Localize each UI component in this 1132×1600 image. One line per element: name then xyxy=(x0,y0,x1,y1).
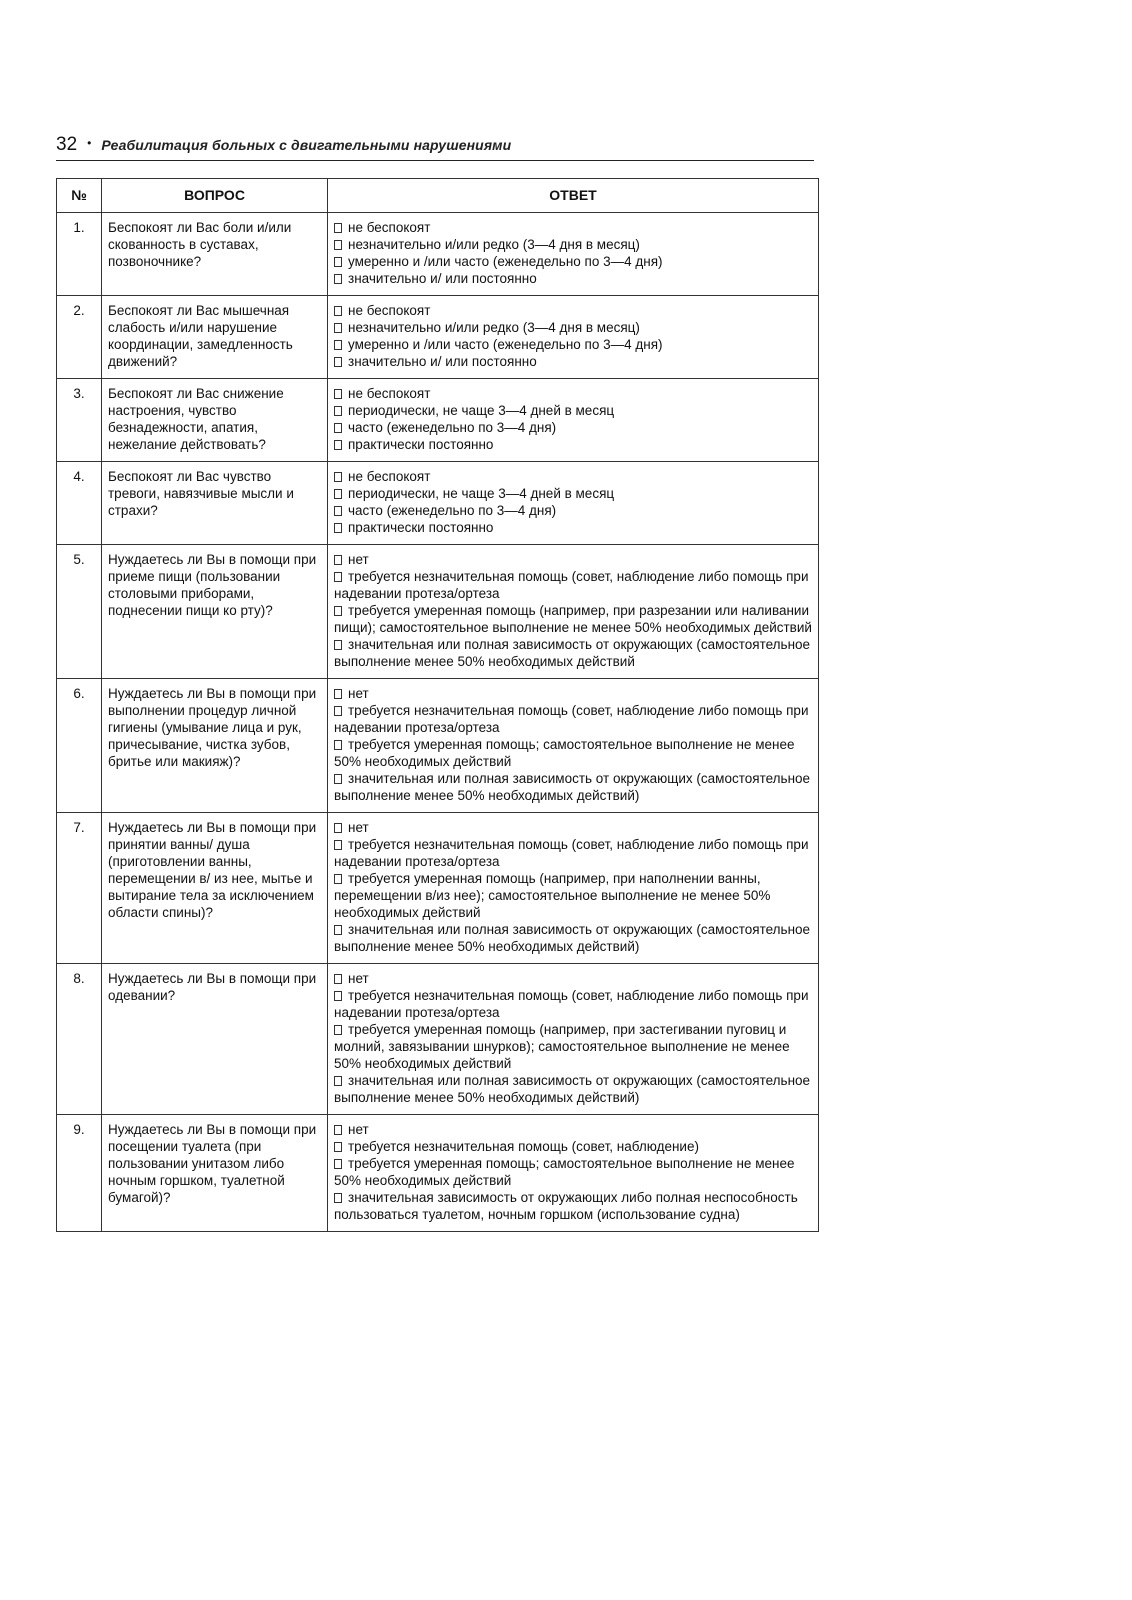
table-row xyxy=(57,545,819,679)
answer-options xyxy=(328,1115,819,1232)
answer-option[interactable] xyxy=(334,770,812,804)
answer-option[interactable] xyxy=(334,836,812,870)
answer-option[interactable] xyxy=(334,736,812,770)
checkbox-icon[interactable] xyxy=(334,1025,342,1035)
answer-option-label: значительная или полная зависимость от окружающих (самостоятельное выполнение менее 50% необходимых действий) xyxy=(334,1073,811,1105)
answer-options xyxy=(328,296,819,379)
table-row xyxy=(57,213,819,296)
answer-option[interactable] xyxy=(334,702,812,736)
answer-option-label: нет xyxy=(348,820,369,835)
checkbox-icon[interactable] xyxy=(334,874,342,884)
answer-option[interactable] xyxy=(334,1121,812,1138)
answer-option[interactable] xyxy=(334,819,812,836)
answer-option[interactable] xyxy=(334,436,812,453)
answer-option[interactable] xyxy=(334,336,812,353)
row-number: 6. xyxy=(57,679,102,813)
row-number: 9. xyxy=(57,1115,102,1232)
answer-option-label: незначительно и/или редко (3—4 дня в месяц) xyxy=(348,237,640,252)
answer-option-label: значительная или полная зависимость от окружающих (самостоятельное выполнение менее 50% необходимых действий xyxy=(334,637,811,669)
checkbox-icon[interactable] xyxy=(334,555,342,565)
checkbox-icon[interactable] xyxy=(334,523,342,533)
answer-option[interactable] xyxy=(334,502,812,519)
answer-option-label: нет xyxy=(348,1122,369,1137)
checkbox-icon[interactable] xyxy=(334,240,342,250)
answer-option-label: периодически, не чаще 3—4 дней в месяц xyxy=(348,403,615,418)
checkbox-icon[interactable] xyxy=(334,423,342,433)
checkbox-icon[interactable] xyxy=(334,340,342,350)
checkbox-icon[interactable] xyxy=(334,991,342,1001)
answer-options xyxy=(328,679,819,813)
answer-option[interactable] xyxy=(334,270,812,287)
questionnaire-table xyxy=(56,178,819,1232)
answer-option[interactable] xyxy=(334,1021,812,1072)
row-number: 1. xyxy=(57,213,102,296)
answer-list xyxy=(334,385,812,453)
checkbox-icon[interactable] xyxy=(334,740,342,750)
checkbox-icon[interactable] xyxy=(334,823,342,833)
answer-option[interactable] xyxy=(334,551,812,568)
answer-list xyxy=(334,468,812,536)
checkbox-icon[interactable] xyxy=(334,1159,342,1169)
answer-option[interactable] xyxy=(334,1155,812,1189)
answer-option[interactable] xyxy=(334,636,812,670)
column-header-answer: ОТВЕТ xyxy=(328,179,819,213)
column-header-number: № xyxy=(57,179,102,213)
answer-options xyxy=(328,813,819,964)
question-text: Беспокоят ли Вас мышечная слабость и/или нарушение координации, замедленность движений? xyxy=(102,296,328,379)
answer-option[interactable] xyxy=(334,236,812,253)
checkbox-icon[interactable] xyxy=(334,974,342,984)
column-header-question: ВОПРОС xyxy=(102,179,328,213)
answer-option[interactable] xyxy=(334,419,812,436)
answer-option-label: требуется умеренная помощь (например, при застегивании пуговиц и молний, завязывании шнурков); самостоятельное выполнение не менее 50% необходимых действий xyxy=(334,1022,790,1071)
answer-options xyxy=(328,213,819,296)
answer-list xyxy=(334,302,812,370)
answer-option-label: периодически, не чаще 3—4 дней в месяц xyxy=(348,486,615,501)
question-text: Нуждаетесь ли Вы в помощи при принятии ванны/ душа (приготовлении ванны, перемещении в/ из нее, мытье и вытирание тела за исключением области спины)? xyxy=(102,813,328,964)
table-row xyxy=(57,1115,819,1232)
answer-option-label: значительная или полная зависимость от окружающих (самостоятельное выполнение менее 50% необходимых действий) xyxy=(334,771,811,803)
checkbox-icon[interactable] xyxy=(334,323,342,333)
table-row xyxy=(57,679,819,813)
answer-option-label: часто (еженедельно по 3—4 дня) xyxy=(348,503,557,518)
answer-options xyxy=(328,379,819,462)
checkbox-icon[interactable] xyxy=(334,440,342,450)
answer-option-label: требуется умеренная помощь; самостоятельное выполнение не менее 50% необходимых действий xyxy=(334,1156,795,1188)
answer-option-label: требуется умеренная помощь (например, при наполнении ванны, перемещении в/из нее); самостоятельное выполнение не менее 50% необходимых действий xyxy=(334,871,771,920)
answer-option-label: часто (еженедельно по 3—4 дня) xyxy=(348,420,557,435)
answer-option-label: требуется незначительная помощь (совет, наблюдение) xyxy=(348,1139,699,1154)
checkbox-icon[interactable] xyxy=(334,257,342,267)
checkbox-icon[interactable] xyxy=(334,357,342,367)
checkbox-icon[interactable] xyxy=(334,706,342,716)
row-number: 5. xyxy=(57,545,102,679)
answer-option-label: требуется незначительная помощь (совет, наблюдение либо помощь при надевании протеза/ортеза xyxy=(334,988,809,1020)
answer-list xyxy=(334,685,812,804)
answer-option-label: требуется умеренная помощь; самостоятельное выполнение не менее 50% необходимых действий xyxy=(334,737,795,769)
checkbox-icon[interactable] xyxy=(334,506,342,516)
answer-option-label: нет xyxy=(348,686,369,701)
checkbox-icon[interactable] xyxy=(334,840,342,850)
answer-option-label: практически постоянно xyxy=(348,437,494,452)
checkbox-icon[interactable] xyxy=(334,1076,342,1086)
answer-option-label: не беспокоят xyxy=(348,303,431,318)
answer-option-label: не беспокоят xyxy=(348,386,431,401)
checkbox-icon[interactable] xyxy=(334,689,342,699)
question-text: Нуждаетесь ли Вы в помощи при одевании? xyxy=(102,964,328,1115)
question-text: Нуждаетесь ли Вы в помощи при посещении туалета (при пользовании унитазом либо ночным горшком, туалетной бумагой)? xyxy=(102,1115,328,1232)
answer-list xyxy=(334,219,812,287)
answer-option[interactable] xyxy=(334,870,812,921)
answer-option-label: значительная или полная зависимость от окружающих (самостоятельное выполнение менее 50% необходимых действий) xyxy=(334,922,811,954)
question-text: Нуждаетесь ли Вы в помощи при выполнении процедур личной гигиены (умывание лица и рук, причесывание, чистка зубов, бритье или макияж)? xyxy=(102,679,328,813)
answer-options xyxy=(328,545,819,679)
answer-option[interactable] xyxy=(334,353,812,370)
checkbox-icon[interactable] xyxy=(334,925,342,935)
answer-option-label: значительно и/ или постоянно xyxy=(348,354,537,369)
answer-option[interactable] xyxy=(334,253,812,270)
checkbox-icon[interactable] xyxy=(334,572,342,582)
checkbox-icon[interactable] xyxy=(334,774,342,784)
answer-option[interactable] xyxy=(334,602,812,636)
checkbox-icon[interactable] xyxy=(334,640,342,650)
question-text: Беспокоят ли Вас боли и/или скованность в суставах, позвоночнике? xyxy=(102,213,328,296)
table-row xyxy=(57,964,819,1115)
checkbox-icon[interactable] xyxy=(334,472,342,482)
answer-option[interactable] xyxy=(334,1189,812,1223)
table-row xyxy=(57,813,819,964)
table-header-row xyxy=(57,179,819,213)
answer-option-label: практически постоянно xyxy=(348,520,494,535)
answer-option-label: умеренно и /или часто (еженедельно по 3—4 дня) xyxy=(348,254,663,269)
row-number: 8. xyxy=(57,964,102,1115)
answer-option[interactable] xyxy=(334,402,812,419)
header-bullet: • xyxy=(87,136,92,150)
checkbox-icon[interactable] xyxy=(334,223,342,233)
answer-option[interactable] xyxy=(334,302,812,319)
page-number: 32 xyxy=(56,134,78,155)
answer-option[interactable] xyxy=(334,385,812,402)
answer-option[interactable] xyxy=(334,568,812,602)
answer-option-label: не беспокоят xyxy=(348,469,431,484)
answer-option[interactable] xyxy=(334,1072,812,1106)
answer-option[interactable] xyxy=(334,685,812,702)
answer-option[interactable] xyxy=(334,970,812,987)
answer-option-label: значительная зависимость от окружающих либо полная неспособность пользоваться туалетом, ночным горшком (использование судна) xyxy=(334,1190,798,1222)
checkbox-icon[interactable] xyxy=(334,306,342,316)
checkbox-icon[interactable] xyxy=(334,489,342,499)
answer-option[interactable] xyxy=(334,987,812,1021)
answer-option[interactable] xyxy=(334,519,812,536)
answer-option-label: значительно и/ или постоянно xyxy=(348,271,537,286)
answer-option[interactable] xyxy=(334,219,812,236)
answer-option-label: требуется незначительная помощь (совет, наблюдение либо помощь при надевании протеза/ортеза xyxy=(334,703,809,735)
checkbox-icon[interactable] xyxy=(334,1125,342,1135)
answer-list xyxy=(334,551,812,670)
table-row xyxy=(57,379,819,462)
row-number: 4. xyxy=(57,462,102,545)
answer-list xyxy=(334,819,812,955)
page-header xyxy=(56,136,814,161)
checkbox-icon[interactable] xyxy=(334,1193,342,1203)
answer-option-label: нет xyxy=(348,552,369,567)
answer-option-label: требуется умеренная помощь (например, при разрезании или наливании пищи); самостоятельное выполнение не менее 50% необходимых действий xyxy=(334,603,812,635)
answer-option[interactable] xyxy=(334,1138,812,1155)
answer-option[interactable] xyxy=(334,319,812,336)
answer-option[interactable] xyxy=(334,485,812,502)
question-text: Беспокоят ли Вас снижение настроения, чувство безнадежности, апатия, нежелание действовать? xyxy=(102,379,328,462)
answer-options xyxy=(328,964,819,1115)
answer-option-label: умеренно и /или часто (еженедельно по 3—4 дня) xyxy=(348,337,663,352)
answer-options xyxy=(328,462,819,545)
answer-option-label: требуется незначительная помощь (совет, наблюдение либо помощь при надевании протеза/ортеза xyxy=(334,837,809,869)
question-text: Беспокоят ли Вас чувство тревоги, навязчивые мысли и страхи? xyxy=(102,462,328,545)
answer-option-label: нет xyxy=(348,971,369,986)
answer-list xyxy=(334,1121,812,1223)
answer-list xyxy=(334,970,812,1106)
running-title: Реабилитация больных с двигательными нарушениями xyxy=(101,137,512,153)
checkbox-icon[interactable] xyxy=(334,1142,342,1152)
table-row xyxy=(57,462,819,545)
table-body xyxy=(57,213,819,1232)
row-number: 7. xyxy=(57,813,102,964)
answer-option-label: не беспокоят xyxy=(348,220,431,235)
answer-option-label: незначительно и/или редко (3—4 дня в месяц) xyxy=(348,320,640,335)
row-number: 3. xyxy=(57,379,102,462)
checkbox-icon[interactable] xyxy=(334,606,342,616)
answer-option-label: требуется незначительная помощь (совет, наблюдение либо помощь при надевании протеза/ортеза xyxy=(334,569,809,601)
row-number: 2. xyxy=(57,296,102,379)
table-row xyxy=(57,296,819,379)
answer-option[interactable] xyxy=(334,468,812,485)
answer-option[interactable] xyxy=(334,921,812,955)
question-text: Нуждаетесь ли Вы в помощи при приеме пищи (пользовании столовыми приборами, поднесении пищи ко рту)? xyxy=(102,545,328,679)
checkbox-icon[interactable] xyxy=(334,406,342,416)
checkbox-icon[interactable] xyxy=(334,274,342,284)
checkbox-icon[interactable] xyxy=(334,389,342,399)
